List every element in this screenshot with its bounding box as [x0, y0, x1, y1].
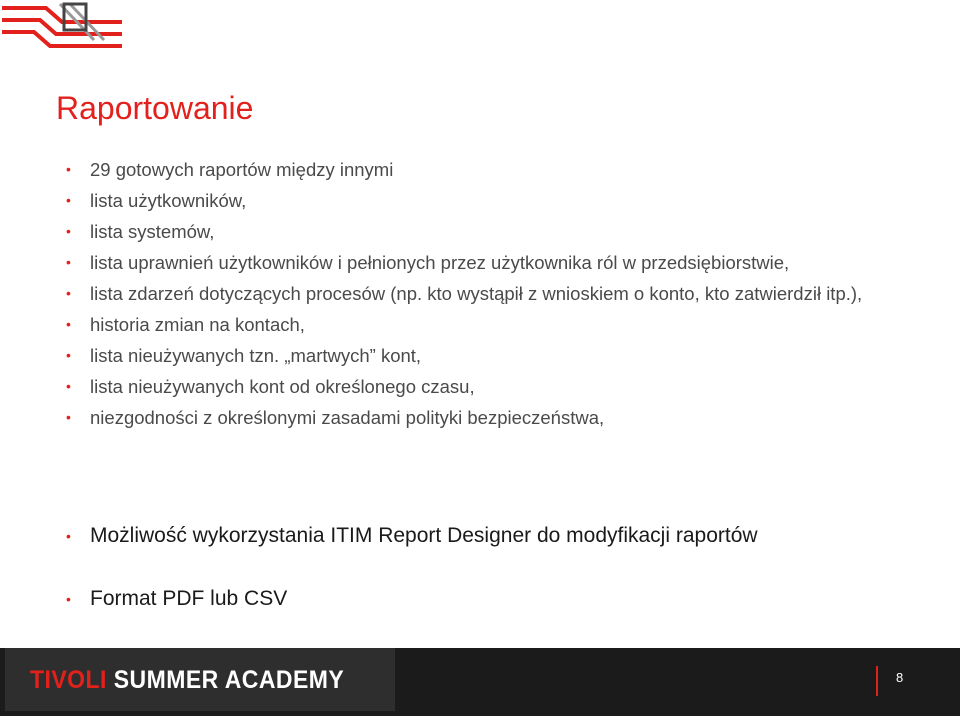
page-separator — [876, 666, 878, 696]
bullet-icon: • — [66, 192, 71, 208]
list-item: • lista systemów, — [66, 218, 906, 245]
bullet-icon: • — [66, 161, 71, 177]
brand-logo-text: TIVOLI SUMMER ACADEMY — [30, 666, 345, 694]
list-item: • Format PDF lub CSV — [66, 585, 906, 613]
academy-logo-icon — [0, 0, 122, 60]
bullet-icon: • — [66, 223, 71, 239]
list-item: • lista zdarzeń dotyczących procesów (np. kto wystąpił z wnioskiem o konto, kto zatwierdził itp.), — [66, 280, 906, 307]
sub-bullet-list — [66, 156, 906, 435]
bullet-icon: • — [66, 528, 71, 544]
main-bullet-list — [66, 522, 906, 617]
list-item: • niezgodności z określonymi zasadami polityki bezpieczeństwa, — [66, 404, 906, 431]
list-item: • lista użytkowników, — [66, 187, 906, 214]
list-item: • historia zmian na kontach, — [66, 311, 906, 338]
bullet-icon: • — [66, 409, 71, 425]
bullet-icon: • — [66, 254, 71, 270]
list-item: • 29 gotowych raportów między innymi — [66, 156, 906, 183]
bullet-icon: • — [66, 378, 71, 394]
list-item: • lista uprawnień użytkowników i pełnionych przez użytkownika ról w przedsiębiorstwie, — [66, 249, 906, 276]
bullet-icon: • — [66, 591, 71, 607]
bullet-icon: • — [66, 316, 71, 332]
slide-title: Raportowanie — [56, 90, 254, 126]
list-item: • lista nieużywanych kont od określonego czasu, — [66, 373, 906, 400]
list-item: • lista nieużywanych tzn. „martwych” kont, — [66, 342, 906, 369]
list-item: • Możliwość wykorzystania ITIM Report Designer do modyfikacji raportów — [66, 522, 906, 550]
page-number: 8 — [896, 670, 904, 685]
bullet-icon: • — [66, 285, 71, 301]
bullet-icon: • — [66, 347, 71, 363]
footer-bar — [0, 648, 960, 716]
